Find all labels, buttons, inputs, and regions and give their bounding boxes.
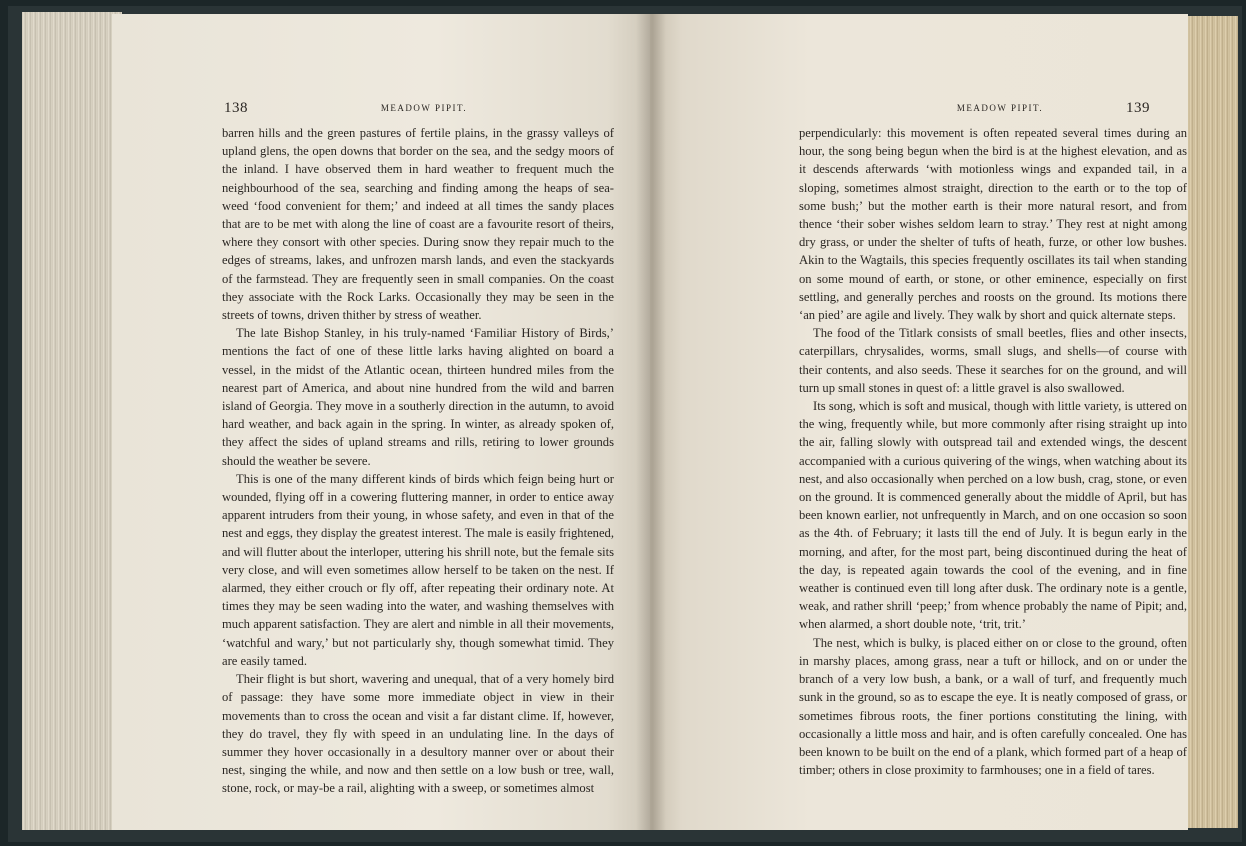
right-page-header: [850, 98, 1150, 118]
right-page-text: [799, 124, 1187, 779]
left-page-number: 138: [224, 99, 248, 116]
paragraph: Its song, which is soft and musical, though with little variety, is uttered on the wing, frequently while, but more commonly after rising straight up into the air, falling slowly with outspread tail and extended wings, the descent accompanied with a curious quivering of the wings, when watching about its nest, and also occasionally when perched on a low bush, crag, stone, or even on the ground. It is commenced generally about the middle of April, but has been known earlier, not unfrequently in March, and on one occasion so soon as the 4th. of February; it lasts till the end of July. It is begun early in the morning, and after, for the most part, being discontinued during the heat of the day, is repeated again towards the cool of the evening, and in fine weather is continued even till long after dusk. The ordinary note is a gentle, weak, and rather shrill ‘peep;’ from whence probably the name of Pipit; and, when alarmed, a short double note, ‘trit, trit.’: [799, 399, 1187, 632]
left-running-head: MEADOW PIPIT.: [380, 103, 468, 113]
paragraph: Their flight is but short, wavering and unequal, that of a very homely bird of passage: they have some more immediate object in view in their movements than to cross the ocean and visit a far distant clime. If, however, they do travel, they fly with speed in an undulating line. In the days of summer they hover occasionally in a desultory manner over or about their nest, singing the while, and now and then settle on a low bush or tree, wall, stone, rock, or may-be a rail, alighting with a sweep, or sometimes almost: [222, 672, 614, 796]
paragraph: perpendicularly: this movement is often repeated several times during an hour, the song being begun when the bird is at the highest elevation, and as it descends afterwards ‘with motionless wings and expanded tail, in a sloping, sometimes almost straight, direction to the earth or to the top of some bush;’ but the mother earth is their more natural resort, and from thence ‘their sober wishes seldom learn to stray.’ They rest at night among dry grass, or under the shelter of tufts of heath, furze, or other low bushes. Akin to the Wagtails, this species frequently oscillates its tail when standing on some mound of earth, or stone, or other eminence, especially on first settling, and generally perches and roosts on the ground. Its motions there ‘an pied’ are agile and lively. They walk by short and quick alternate steps.: [799, 126, 1187, 323]
right-page-number: 139: [1125, 99, 1150, 116]
paragraph: The nest, which is bulky, is placed either on or close to the ground, often in marshy places, among grass, near a tuft or hillock, and on or under the branch of a very low bush, a bank, or a wall of turf, and frequently much sunk in the ground, so as to escape the eye. It is neatly composed of grass, or sometimes fibrous roots, the finer portions constituting the lining, with occasionally a little moss and hair, and is often carefully concealed. One has been known to be built on the end of a plank, which formed part of a heap of timber; others in close proximity to farmhouses; one in a field of tares.: [799, 635, 1187, 778]
paragraph: This is one of the many different kinds of birds which feign being hurt or wounded, flying off in a cowering fluttering manner, in order to entice away apparent intruders from their young, in whose safety, and even in that of the nest and eggs, they display the greatest interest. The male is easily frightened, and will flutter about the interloper, uttering his shrill note, but the female sits very close, and will even sometimes allow herself to be taken on the nest. If alarmed, they either crouch or fly off, after repeating their ordinary note. At times they may be seen wading into the water, and washing themselves with much apparent satisfaction. They are alert and nimble in all their movements, ‘watchful and wary,’ but not particularly shy, though somewhat timid. They are easily tamed.: [222, 471, 614, 668]
paragraph: The food of the Titlark consists of small beetles, flies and other insects, caterpillars, chrysalides, worms, small slugs, and shells—of course with their contents, and also seeds. These it searches for on the ground, and will turn up small stones in quest of: a little gravel is also swallowed.: [799, 326, 1187, 395]
paragraph: barren hills and the green pastures of fertile plains, in the grassy valleys of upland glens, the open downs that border on the sea, and the sedgy moors of the inland. I have observed them in hard weather to frequent much the neighbourhood of the sea, searching and finding among the heaps of sea-weed ‘food convenient for them;’ and indeed at all times the sandy places that are to be met with along the line of coast are a favourite resort of theirs, where they consort with other species. During snow they repair much to the edges of streams, lakes, and unfrozen marsh lands, and even the stackyards of the farmstead. They are frequently seen in small companies. On the coast they associate with the Rock Larks. Occasionally they may be seen in the streets of towns, driven thither by stress of weather.: [222, 126, 614, 323]
paragraph: The late Bishop Stanley, in his truly-named ‘Familiar History of Birds,’ mentions the fact of one of these little larks having alighted on board a vessel, in the midst of the Atlantic ocean, thirteen hundred miles from the nearest part of America, and about nine hundred from the wild and barren island of Georgia. They move in a southerly direction in the autumn, to avoid hard weather, and back again in the spring. In winter, as already spoken of, they affect the sides of upland streams and rills, retiring to lower grounds should the weather be severe.: [222, 326, 614, 468]
right-running-head: MEADOW PIPIT.: [956, 103, 1044, 113]
right-page-edges: [1184, 16, 1238, 828]
left-page-edges: [22, 12, 122, 830]
right-page: [650, 14, 1188, 830]
left-page-header: [224, 98, 624, 118]
book-gutter: [636, 14, 666, 830]
left-page-text: [222, 124, 614, 798]
left-page: [112, 14, 650, 830]
